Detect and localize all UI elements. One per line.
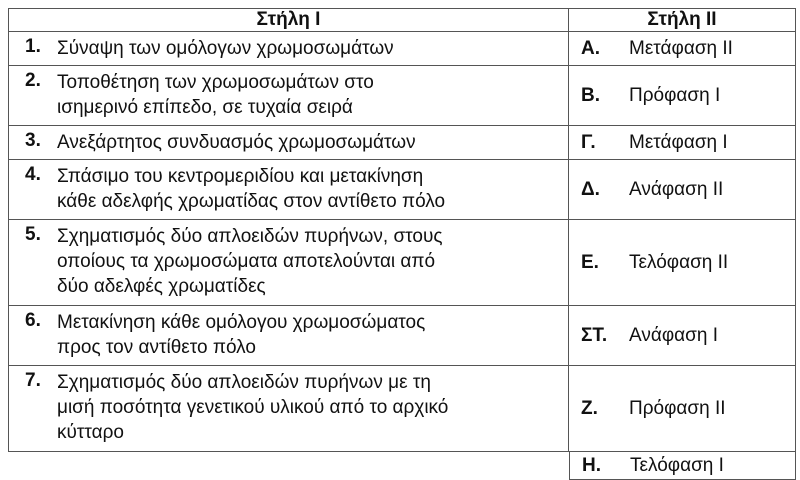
column-2-cell (569, 32, 796, 66)
table-row (8, 306, 796, 366)
item-number: 5. (25, 224, 41, 245)
column-1-cell (8, 126, 569, 160)
column-1-cell (8, 66, 569, 126)
table-row (8, 126, 796, 160)
item-text: Σπάσιμο του κεντρομεριδίου και μετακίνηση κάθε αδελφής χρωματίδας στον αντίθετο πόλο (57, 166, 446, 212)
table-row (8, 452, 796, 480)
table-row (8, 32, 796, 66)
item-text: Τοποθέτηση των χρωμοσωμάτων στο ισημερινό επίπεδο, σε τυχαία σειρά (57, 72, 374, 118)
item-number: 1. (25, 36, 41, 57)
table-row (8, 220, 796, 306)
item-text: Σχηματισμός δύο απλοειδών πυρήνων, στους οποίους τα χρωμοσώματα αποτελούνται από δύο αδελφές χρωματίδες (57, 226, 443, 297)
option-letter: Β. (581, 84, 600, 106)
column-2-cell (569, 220, 796, 306)
option-phase: Μετάφαση Ι (629, 131, 728, 153)
column-1-cell (8, 306, 569, 366)
column-1-cell (8, 366, 569, 452)
option-letter: Ζ. (581, 397, 598, 419)
option-letter: Η. (582, 454, 601, 476)
table-row (8, 160, 796, 220)
item-text: Μετακίνηση κάθε ομόλογου χρωμοσώματος προς τον αντίθετο πόλο (57, 312, 426, 358)
option-letter: Ε. (581, 251, 599, 273)
option-letter: Δ. (581, 178, 600, 200)
option-phase: Τελόφαση Ι (630, 454, 724, 476)
option-phase: Τελόφαση ΙΙ (629, 251, 729, 273)
item-text: Σύναψη των ομόλογων χρωμοσωμάτων (57, 38, 394, 59)
header-row (8, 8, 796, 32)
item-text: Σχηματισμός δύο απλοειδών πυρήνων με τη μισή ποσότητα γενετικού υλικού από το αρχικό κύτταρο (57, 372, 449, 443)
column-1-header: Στήλη Ι (8, 8, 569, 32)
table-row (8, 66, 796, 126)
option-letter: Α. (581, 37, 600, 59)
column-2-cell (569, 66, 796, 126)
column-2-cell (569, 306, 796, 366)
item-number: 7. (25, 370, 41, 391)
column-2-cell (569, 160, 796, 220)
option-phase: Πρόφαση Ι (629, 84, 721, 106)
option-phase: Μετάφαση ΙΙ (629, 37, 733, 59)
column-1-cell (8, 220, 569, 306)
column-2-cell (569, 366, 796, 452)
column-1-cell (8, 32, 569, 66)
option-phase: Πρόφαση ΙΙ (629, 397, 726, 419)
item-number: 3. (25, 130, 41, 151)
item-number: 2. (25, 70, 41, 91)
column-2-cell (569, 126, 796, 160)
column-2-cell (569, 452, 796, 480)
column-1-cell (8, 160, 569, 220)
option-letter: Γ. (581, 131, 596, 153)
table-row (8, 366, 796, 452)
item-number: 6. (25, 310, 41, 331)
item-text: Ανεξάρτητος συνδυασμός χρωμοσωμάτων (57, 132, 416, 153)
option-letter: ΣΤ. (581, 324, 608, 346)
option-phase: Ανάφαση Ι (629, 324, 718, 346)
item-number: 4. (25, 164, 41, 185)
option-phase: Ανάφαση ΙΙ (629, 178, 724, 200)
column-2-header: Στήλη ΙΙ (569, 8, 796, 32)
